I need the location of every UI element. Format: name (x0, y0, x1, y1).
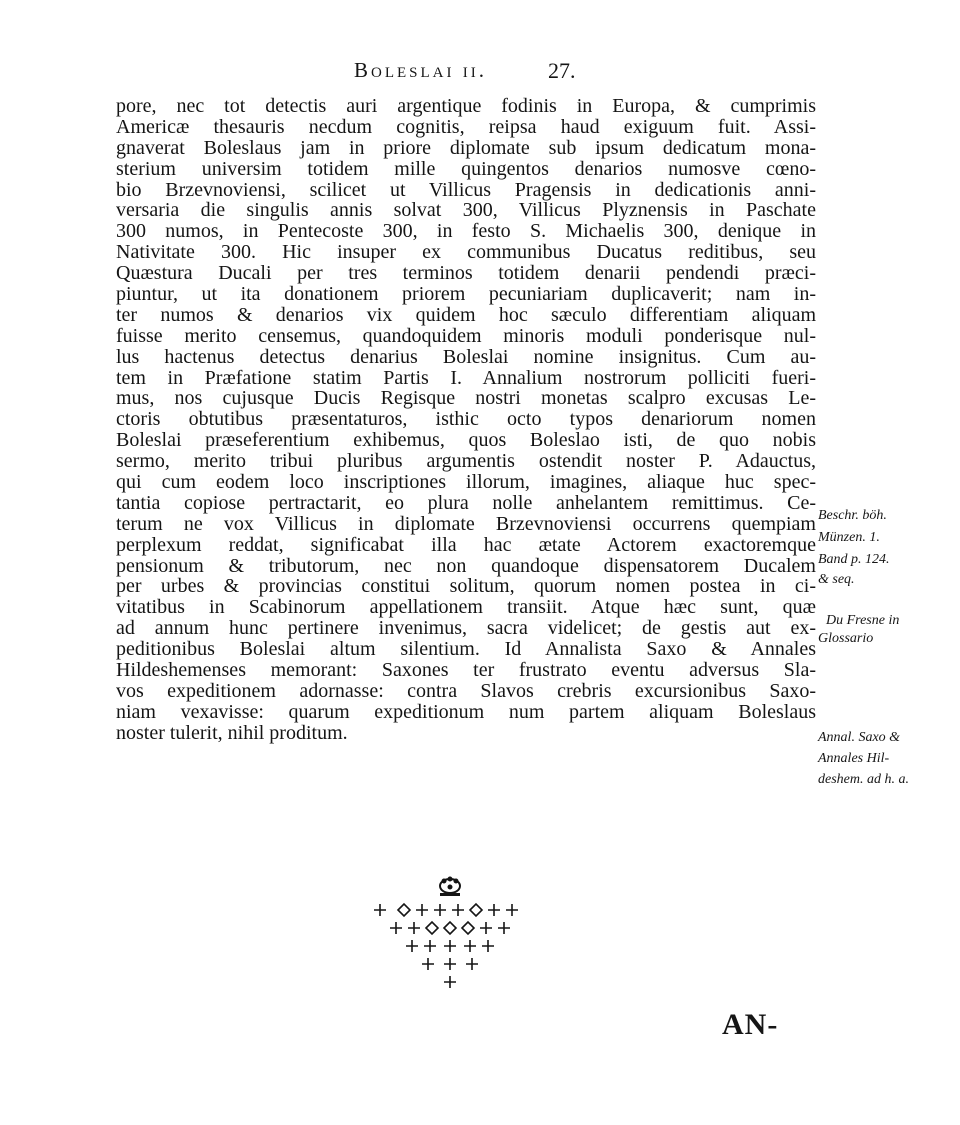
text-line: Boleslai præseferentium exhibemus, quos Boleslao isti, de quo nobis (116, 429, 816, 452)
margin-note: Beschr. böh. (818, 508, 887, 523)
crown-icon (440, 877, 460, 896)
text-line: per urbes & provincias constitui solitum, quorum nomen postea in ci- (116, 575, 816, 598)
text-line: noster tulerit, nihil proditum. (116, 721, 348, 744)
text-line: ad annum hunc pertinere invenimus, sacra videlicet; de gestis aut ex- (116, 617, 816, 640)
margin-note: Glossario (818, 631, 874, 646)
text-line: 300 numos, in Pentecoste 300, in festo S. Michaelis 300, denique in (116, 220, 816, 243)
text-line: Hildeshemenses memorant: Saxones ter frustrato eventu adversus Sla- (116, 659, 816, 682)
text-line: bio Brzevnoviensi, scilicet ut Villicus Pragensis in dedicationis anni- (116, 178, 816, 201)
text-line: versaria die singulis annis solvat 300, Villicus Plyznensis in Paschate (116, 199, 816, 222)
margin-note: deshem. ad h. a. (818, 772, 909, 787)
text-line: terum ne vox Villicus in diplomate Brzevnoviensi occurrens quempiam (116, 512, 816, 535)
text-line: vitatibus in Scabinorum appellationem transiit. Atque hæc sunt, quæ (116, 596, 816, 619)
text-line: Nativitate 300. Hic insuper ex communibus Ducatus reditibus, seu (116, 241, 816, 264)
text-line: vos expeditionem adornasse: contra Slavos crebris excursionibus Saxo- (116, 679, 816, 702)
text-line: ter numos & denarios vix quidem hoc sæculo differentiam aliquam (116, 303, 816, 326)
margin-note: Annal. Saxo & (818, 730, 901, 745)
text-line: sterium universim totidem mille quingentos denarios numosve cœno- (116, 157, 816, 180)
text-line: piuntur, ut ita donationem priorem pecuniariam duplicaverit; nam in- (116, 283, 816, 306)
text-line: tantia copiose pertractarit, eo plura nolle anhelantem remittimus. Ce- (116, 491, 816, 514)
running-head: Boleslai ii. (354, 58, 487, 82)
tailpiece-ornament (360, 872, 540, 992)
text-line: fuisse merito censemus, quandoquidem minoris moduli ponderisque nul- (116, 324, 816, 347)
text-line: pensionum & tributorum, nec non quandoque dispensatorem Ducalem (116, 554, 816, 577)
main-text (116, 96, 816, 744)
page-number: 27. (548, 58, 576, 83)
margin-note: & seq. (818, 572, 855, 587)
text-line: peditionibus Boleslai altum silentium. Id Annalista Saxo & Annales (116, 638, 816, 661)
margin-note: Annales Hil- (818, 751, 890, 766)
text-line: gnaverat Boleslaus jam in priore diplomate sub ipsum dedicatum mona- (116, 136, 816, 159)
text-line: ctoris obtutibus præsentaturos, isthic octo typos denariorum nomen (116, 408, 816, 431)
text-line: Americæ thesauris necdum cognitis, reipsa haud exiguum fuit. Assi- (116, 115, 816, 138)
page-header (0, 58, 960, 88)
catchword: AN- (722, 1008, 779, 1041)
text-line: perplexum reddat, significabat illa hac ætate Actorem exactoremque (116, 533, 816, 556)
text-line: tem in Præfatione statim Partis I. Annalium nostrorum polliciti fueri- (116, 366, 816, 389)
text-line: pore, nec tot detectis auri argentique fodinis in Europa, & cumprimis (116, 95, 816, 117)
margin-note: Münzen. 1. (818, 530, 880, 545)
margin-note: Du Fresne in (826, 613, 900, 628)
text-line: niam vexavisse: quarum expeditionum num partem aliquam Boleslaus (116, 700, 816, 723)
text-line: lus hactenus detectus denarius Boleslai nomine insignitus. Cum au- (116, 345, 816, 368)
text-line: Quæstura Ducali per tres terminos totidem denarii pendendi præci- (116, 262, 816, 285)
text-line: sermo, merito tribui pluribus argumentis ostendit noster P. Adauctus, (116, 450, 816, 473)
text-line: qui cum eodem loco inscriptiones illorum, imagines, aliaque huc spec- (116, 471, 816, 494)
text-line: mus, nos cujusque Ducis Regisque nostri monetas scalpro excusas Le- (116, 387, 816, 410)
margin-note: Band p. 124. (818, 552, 890, 567)
